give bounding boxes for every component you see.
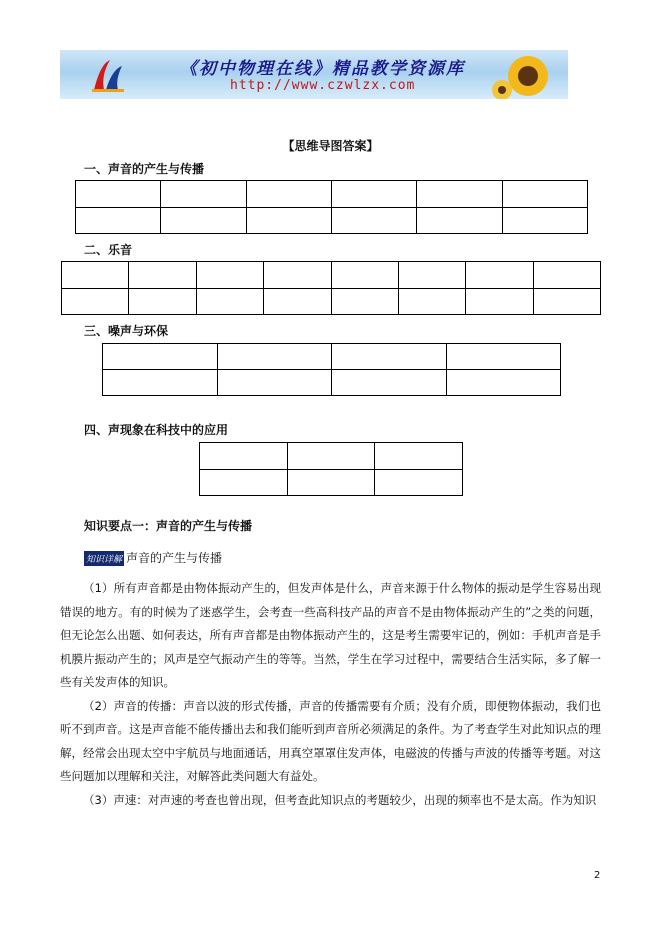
section-1-table — [75, 180, 588, 234]
table-cell — [331, 207, 416, 234]
table-cell — [466, 262, 533, 289]
table-cell — [246, 181, 331, 208]
table-cell — [332, 344, 447, 370]
doc-title: 【思维导图答案】 — [282, 139, 379, 153]
section-3-heading: 三、噪声与环保 — [84, 324, 169, 338]
table-cell — [502, 181, 587, 208]
table-cell — [200, 469, 288, 496]
table-cell — [217, 344, 332, 370]
table-cell — [417, 181, 502, 208]
paragraph: （2）声音的传播：声音以波的形式传播，声音的传播需要有介质；没有介质，即便物体振动，我们也听不到声音。这是声音能不能传播出去和我们能听到声音所必须满足的条件。为了考查学生对此知识点的理解，经常会出现太空中宇航员与地面通话，用真空罩罩住发声体，电磁波的传播与声波的传播等考题。对这些问题加以理解和关注，对解答此类问题大有益处。 — [60, 698, 601, 783]
section-1-heading: 一、声音的产生与传播 — [84, 162, 205, 176]
table-row — [62, 288, 601, 315]
table-cell — [161, 207, 246, 234]
table-cell — [332, 370, 447, 396]
table-cell — [76, 207, 161, 234]
sunflower-icon — [488, 50, 558, 99]
table-cell — [129, 262, 196, 289]
table-cell — [331, 262, 398, 289]
table-cell — [62, 288, 129, 315]
table-cell — [246, 207, 331, 234]
table-row — [76, 181, 588, 208]
section-3-table — [102, 343, 561, 396]
table-cell — [466, 288, 533, 315]
table-cell — [502, 207, 587, 234]
table-cell — [331, 288, 398, 315]
sub-heading-line — [84, 549, 222, 566]
table-cell — [533, 288, 600, 315]
table-cell — [375, 469, 463, 496]
table-cell — [217, 370, 332, 396]
table-row — [62, 262, 601, 289]
table-cell — [103, 370, 218, 396]
table-cell — [196, 262, 263, 289]
table-cell — [287, 469, 375, 496]
table-cell — [533, 262, 600, 289]
logo-icon — [90, 56, 126, 94]
paragraph: （3）声速：对声速的考查也曾出现，但考查此知识点的考题较少，出现的频率也不是太高。作为知识 — [83, 792, 597, 807]
banner-url: http://www.czwlzx.com — [230, 78, 416, 93]
table-cell — [446, 370, 561, 396]
banner-title: 《初中物理在线》精品教学资源库 — [180, 59, 465, 79]
section-2-heading: 二、乐音 — [84, 243, 133, 257]
section-4-table — [199, 442, 463, 496]
table-cell — [129, 288, 196, 315]
table-cell — [331, 181, 416, 208]
table-cell — [375, 443, 463, 470]
table-cell — [264, 262, 331, 289]
section-4-heading: 四、声现象在科技中的应用 — [84, 423, 229, 437]
table-cell — [161, 181, 246, 208]
section-2-table — [61, 261, 601, 315]
page-number: 2 — [594, 870, 601, 881]
table-cell — [264, 288, 331, 315]
table-cell — [62, 262, 129, 289]
table-cell — [287, 443, 375, 470]
table-row — [103, 344, 561, 370]
table-cell — [398, 288, 465, 315]
body-text — [60, 577, 601, 812]
table-cell — [200, 443, 288, 470]
knowledge-tag: 知识详解 — [84, 551, 124, 566]
table-row — [103, 370, 561, 396]
table-cell — [398, 262, 465, 289]
table-cell — [103, 344, 218, 370]
sub-heading: 声音的产生与传播 — [126, 551, 223, 565]
table-cell — [446, 344, 561, 370]
table-cell — [196, 288, 263, 315]
knowledge-heading: 知识要点一：声音的产生与传播 — [84, 519, 253, 533]
table-cell — [76, 181, 161, 208]
table-row — [200, 469, 463, 496]
table-cell — [417, 207, 502, 234]
paragraph: （1）所有声音都是由物体振动产生的，但发声体是什么，声音来源于什么物体的振动是学生容易出现错误的地方。有的时候为了迷惑学生，会考查一些高科技产品的声音不是由物体振动产生的”之类的问题，但无论怎么出题、如何表达，所有声音都是由物体振动产生的，这是考生需要牢记的，例如：手机声音是手机膜片振动产生的；风声是空气振动产生的等等。当然，学生在学习过程中，需要结合生活实际，多了解一些有关发声体的知识。 — [60, 581, 601, 689]
table-row — [76, 207, 588, 234]
header-banner — [60, 50, 568, 99]
table-row — [200, 443, 463, 470]
